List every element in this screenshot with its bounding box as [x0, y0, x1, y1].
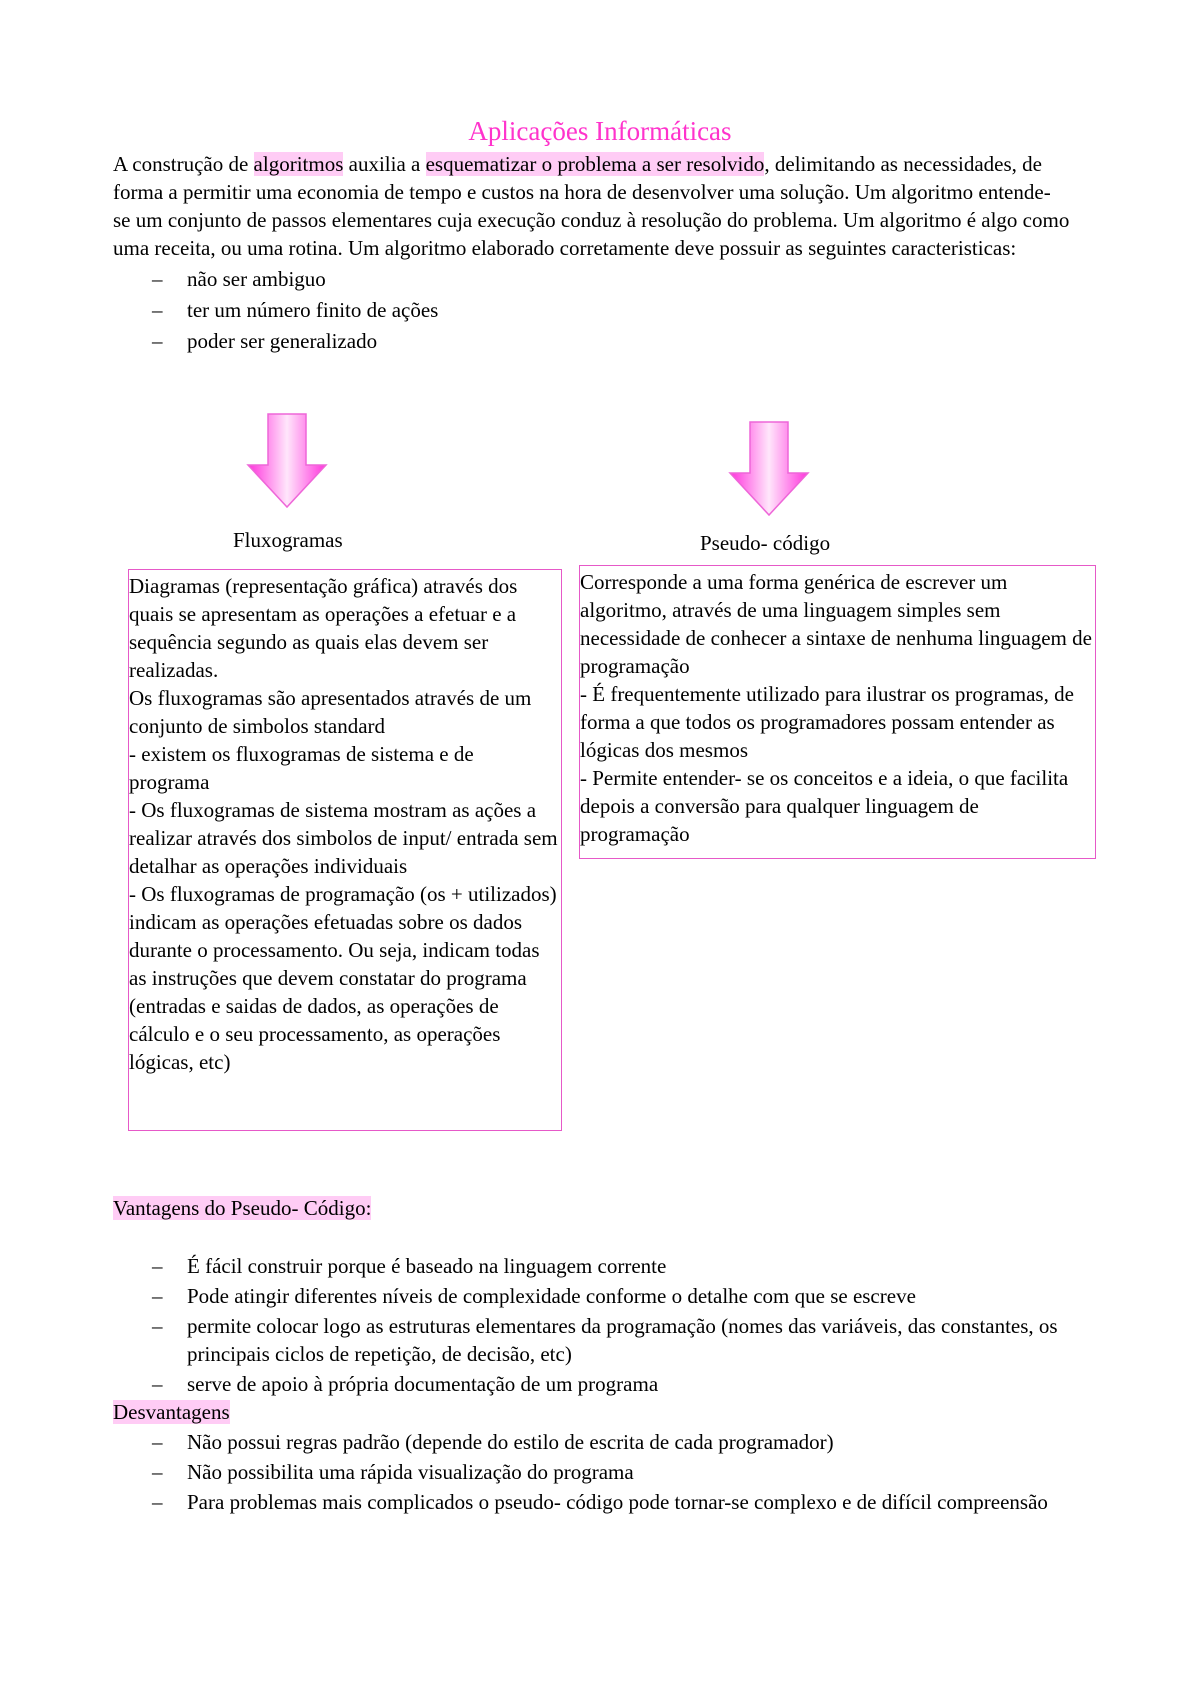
- list-item: – ter um número finito de ações: [113, 295, 1073, 326]
- fluxogramas-box: [128, 569, 562, 1131]
- arrow-down-icon-right: [728, 421, 810, 517]
- arrow-down-icon-left: [246, 413, 328, 509]
- page-title: Aplicações Informáticas: [468, 116, 732, 146]
- intro-section: [113, 150, 1073, 357]
- desvantagens-list: [113, 1428, 1093, 1516]
- fluxogramas-label: Fluxogramas: [233, 528, 343, 552]
- desvantagens-heading: [113, 1398, 230, 1426]
- box-paragraph: Corresponde a uma forma genérica de escrever um algoritmo, através de uma linguagem simples sem necessidade de conhecer a sintaxe de nenhuma linguagem de programação: [580, 570, 1092, 678]
- list-item: – Não possibilita uma rápida visualização do programa: [113, 1458, 1093, 1486]
- intro-text-part-3: , delimitando as necessidades, de forma a permitir uma economia de tempo e custos na hora de desenvolver uma solução. Um algoritmo entende- se um conjunto de passos elementares cuja execução conduz à resolução do problema. Um algoritmo é algo como uma receita, ou uma rotina. Um algoritmo elaborado corretamente deve possuir as seguintes caracteristicas:: [113, 152, 1070, 260]
- box-paragraph: - É frequentemente utilizado para ilustrar os programas, de forma a que todos os programadores possam entender as lógicas dos mesmos: [580, 682, 1074, 762]
- list-item: – serve de apoio à própria documentação de um programa: [113, 1370, 1093, 1398]
- list-item: – Pode atingir diferentes níveis de complexidade conforme o detalhe com que se escreve: [113, 1282, 1093, 1310]
- list-item: – Para problemas mais complicados o pseudo- código pode tornar-se complexo e de difícil compreensão: [113, 1488, 1093, 1516]
- characteristics-list: [113, 264, 1073, 357]
- list-item: – É fácil construir porque é baseado na linguagem corrente: [113, 1252, 1093, 1280]
- vantagens-heading: [113, 1194, 371, 1222]
- list-item: – permite colocar logo as estruturas elementares da programação (nomes das variáveis, das constantes, os principais ciclos de repetição, de decisão, etc): [113, 1312, 1093, 1368]
- list-item: – Não possui regras padrão (depende do estilo de escrita de cada programador): [113, 1428, 1093, 1456]
- box-paragraph: - Os fluxogramas de programação (os + utilizados) indicam as operações efetuadas sobre os dados durante o processamento. Ou seja, indicam todas as instruções que devem constatar do programa (entradas e saidas de dados, as operações de cálculo e o seu processamento, as operações lógicas, etc): [129, 882, 557, 1074]
- highlight-esquematizar: esquematizar o problema a ser resolvido: [425, 152, 765, 176]
- box-paragraph: Diagramas (representação gráfica) através dos quais se apresentam as operações a efetuar e a sequência segundo as quais elas devem ser realizadas.: [129, 574, 518, 682]
- intro-text-part-2: auxilia a: [343, 152, 426, 176]
- pseudo-codigo-label: Pseudo- código: [700, 531, 831, 555]
- box-paragraph: - Permite entender- se os conceitos e a ideia, o que facilita depois a conversão para qualquer linguagem de programação: [580, 766, 1069, 846]
- pseudo-codigo-box: [579, 565, 1096, 859]
- intro-text-part-1: A construção de: [113, 152, 254, 176]
- list-item: – não ser ambiguo: [113, 264, 1073, 295]
- box-paragraph: - Os fluxogramas de sistema mostram as ações a realizar através dos simbolos de input/ entrada sem detalhar as operações individuais: [129, 798, 558, 878]
- box-paragraph: Os fluxogramas são apresentados através de um conjunto de simbolos standard: [129, 686, 532, 738]
- desvantagens-heading-text: Desvantagens: [113, 1400, 230, 1424]
- vantagens-heading-text: Vantagens do Pseudo- Código:: [113, 1196, 372, 1220]
- intro-paragraph: [113, 150, 1073, 262]
- list-item: – poder ser generalizado: [113, 326, 1073, 357]
- box-paragraph: - existem os fluxogramas de sistema e de programa: [129, 742, 474, 794]
- highlight-algoritmos: algoritmos: [253, 152, 344, 176]
- vantagens-list: [113, 1252, 1093, 1398]
